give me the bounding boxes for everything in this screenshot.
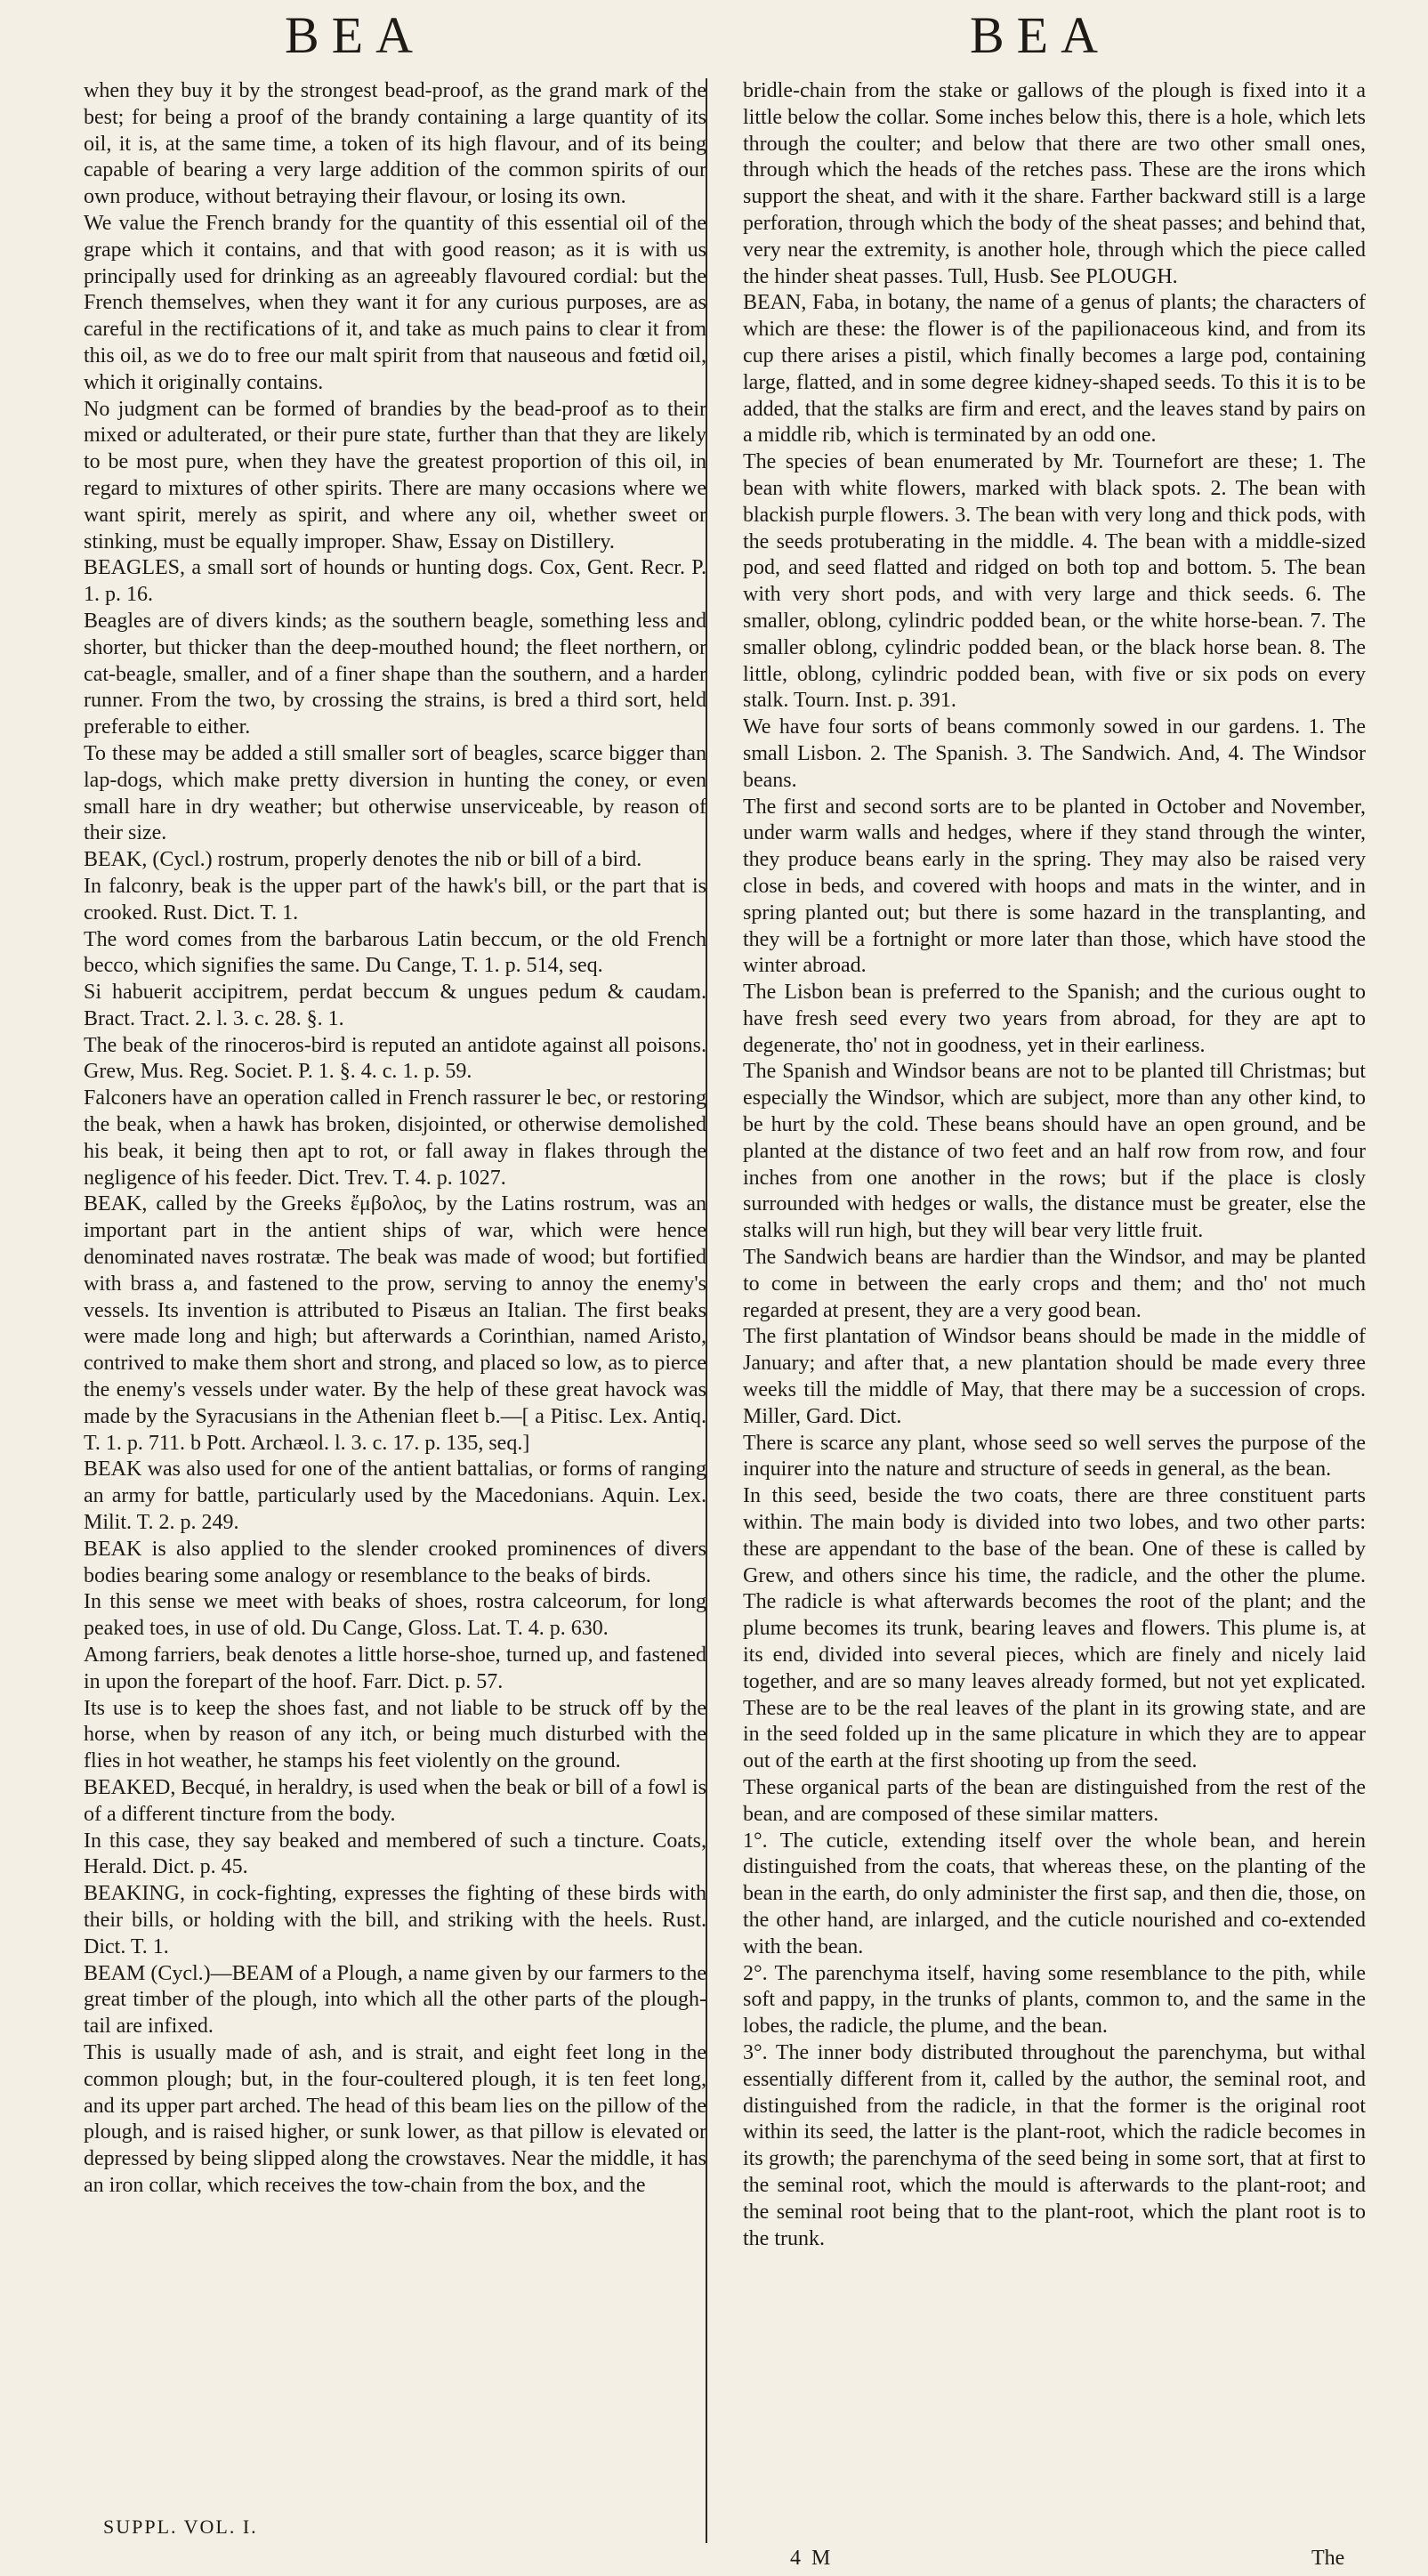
paragraph: Si habuerit accipitrem, perdat beccum & ungues pedum & caudam. Bract. Tract. 2. l. 3. c. 28. §. 1. [84, 981, 706, 1030]
paragraph: 3°. The inner body distributed throughout the parenchyma, but withal essentially different from it, called by the author, the seminal root, and distinguished from the radicle, in that the former is the original root within its seed, the latter is the plant-root, which the radicle becomes in its growth; the parenchyma of the seed being in some sort, that at first to the seminal root, which the mould is afterwards to the plant-root; and the seminal root being that to the plant-root, which the plant root is to the trunk. [743, 2040, 1366, 2250]
page-header [0, 5, 1428, 68]
paragraph: These organical parts of the bean are distinguished from the rest of the bean, and are composed of these similar matters. [743, 1776, 1366, 1826]
paragraph: In this case, they say beaked and membered of such a tincture. Coats, Herald. Dict. p. 45. [84, 1829, 706, 1879]
entry-beaking: BEAKING, in cock-fighting, expresses the fighting of these birds with their bills, or holding with the bill, and striking with the heels. Rust. Dict. T. 1. [84, 1882, 706, 1958]
right-column [743, 78, 1366, 2252]
paragraph: The beak of the rinoceros-bird is reputed an antidote against all poisons. Grew, Mus. Reg. Societ. P. 1. §. 4. c. 1. p. 59. [84, 1033, 706, 1084]
entry-bean: BEAN, Faba, in botany, the name of a genus of plants; the characters of which are these: the flower is of the papilionaceous kind, and from its cup there arises a pistil, which finally becomes a large pod, containing large, flatted, and in some degree kidney-shaped seeds. To this it is to be added, that the stalks are firm and erect, and the leaves stand by pairs on a middle rib, which is terminated by an odd one. [743, 291, 1366, 448]
paragraph: The Sandwich beans are hardier than the Windsor, and may be planted to come in between the early crops and them; and tho' not much regarded at present, they are a very good bean. [743, 1246, 1366, 1322]
paragraph: The word comes from the barbarous Latin beccum, or the old French becco, which signifies the same. Du Cange, T. 1. p. 514, seq. [84, 927, 706, 978]
volume-label: SUPPL. VOL. I. [103, 2515, 258, 2538]
paragraph: when they buy it by the strongest bead-proof, as the grand mark of the best; for being a proof of the brandy containing a large quantity of its oil, it is, at the same time, a token of its high flavour, and of its being capable of bearing a very large addition of the common spirits of our own produce, without betraying their flavour, or losing its own. [84, 79, 706, 209]
paragraph: In falconry, beak is the upper part of the hawk's bill, or the part that is crooked. Rust. Dict. T. 1. [84, 874, 706, 925]
paragraph: No judgment can be formed of brandies by the bead-proof as to their mixed or adulterated, or their pure state, further than that they are likely to be most pure, when they have the greatest proportion of this oil, in regard to mixtures of other spirits. There are many occasions where we want spirit, merely as spirit, and where any oil, whether sweet or stinking, must be equally improper. Shaw, Essay on Distillery. [84, 397, 706, 553]
entry-beagles: BEAGLES, a small sort of hounds or hunting dogs. Cox, Gent. Recr. P. 1. p. 16. [84, 556, 706, 607]
paragraph: In this seed, beside the two coats, there are three constituent parts within. The main body is divided into two lobes, and two other parts: these are appendant to the base of the bean. One of these is called by Grew, and others since his time, the radicle, and the other the plume. The radicle is what afterwards becomes the root of the plant; and the plume becomes its trunk, bearing leaves and flowers. This plume is, at its end, divided into several pieces, which are finely and nicely laid together, and are so many leaves already formed, but not yet explicated. These are to be the real leaves of the plant in its growing state, and are in the seed folded up in the same plicature in which they are to appear out of the earth at the first shooting up from the seed. [743, 1484, 1366, 1773]
entry-beak: BEAK, (Cycl.) rostrum, properly denotes the nib or bill of a bird. [84, 848, 642, 872]
paragraph: Among farriers, beak denotes a little horse-shoe, turned up, and fastened in upon the forepart of the hoof. Farr. Dict. p. 57. [84, 1643, 706, 1693]
entry-beak-battalia: BEAK was also used for one of the antient battalias, or forms of ranging an army for battle, particularly used by the Macedonians. Aquin. Lex. Milit. T. 2. p. 249. [84, 1458, 706, 1535]
paragraph: We have four sorts of beans commonly sowed in our gardens. 1. The small Lisbon. 2. The Spanish. 3. The Sandwich. And, 4. The Windsor beans. [743, 715, 1366, 792]
paragraph: Falconers have an operation called in French rassurer le bec, or restoring the beak, when a hawk has broken, disjointed, or otherwise demolished his beak, it being then apt to rot, or fall away in flakes through the negligence of his feeder. Dict. Trev. T. 4. p. 1027. [84, 1086, 706, 1190]
running-head-left: BEA [285, 6, 425, 64]
catchword: The [1311, 2547, 1345, 2570]
paragraph: The Lisbon bean is preferred to the Spanish; and the curious ought to have fresh seed every two years from abroad, for they are apt to degenerate, tho' not in goodness, yet in their earliness. [743, 981, 1366, 1057]
running-head-right: BEA [970, 6, 1110, 64]
paragraph: The species of bean enumerated by Mr. Tournefort are these; 1. The bean with white flowers, marked with black spots. 2. The bean with blackish purple flowers. 3. The bean with very long and thick pods, with the seeds protuberating in the middle. 4. The bean with a middle-sized pod, and seed flatted and ridged on both top and bottom. 5. The bean with very short pods, and with very large and thick seeds. 6. The smaller, oblong, cylindric podded bean, or the white horse-bean. 7. The smaller oblong, cylindric podded bean, or the black horse bean. 8. The little, oblong, cylindric podded bean, with five or six pods on every stalk. Tourn. Inst. p. 391. [743, 450, 1366, 713]
paragraph: There is scarce any plant, whose seed so well serves the purpose of the inquirer into the nature and structure of seeds in general, as the bean. [743, 1431, 1366, 1482]
paragraph: This is usually made of ash, and is strait, and eight feet long in the common plough; but, in the four-coultered plough, it is ten feet long, and its upper part arched. The head of this beam lies on the pillow of the plough, and is raised higher, or sunk lower, as that pillow is elevated or depressed by being slipped along the crowstaves. Near the middle, it has an iron collar, which receives the tow-chain from the box, and the [84, 2040, 706, 2197]
signature-mark: 4 M [790, 2547, 834, 2570]
paragraph: In this sense we meet with beaks of shoes, rostra calceorum, for long peaked toes, in use of old. Du Cange, Gloss. Lat. T. 4. p. 630. [84, 1590, 706, 1641]
entry-beam: BEAM (Cycl.)—BEAM of a Plough, a name given by our farmers to the great timber of the plough, into which all the other parts of the plough-tail are infixed. [84, 1961, 706, 2039]
paragraph: We value the French brandy for the quantity of this essential oil of the grape which it contains, and that with good reason; as it is with us principally used for drinking as an agreeably flavoured cordial: but the French themselves, when they want it for any curious purposes, are as careful in the rectifications of it, and take as much pains to clear it from this oil, as we do to free our malt spirit from that nauseous and fœtid oil, which it originally contains. [84, 211, 706, 394]
paragraph: 2°. The parenchyma itself, having some resemblance to the pith, while soft and pappy, in the trunks of plants, common to, and the same in the lobes, the radicle, the plume, and the bean. [743, 1961, 1366, 2039]
paragraph: 1°. The cuticle, extending itself over the whole bean, and herein distinguished from the coats, that whereas these, on the planting of the bean in the earth, do only administer the first sap, and then die, those, on the other hand, are inlarged, and the cuticle nourished and co-extended with the bean. [743, 1829, 1366, 1958]
paragraph: The first and second sorts are to be planted in October and November, under warm walls and hedges, where if they stand through the winter, they produce beans early in the spring. They may also be raised very close in beds, and covered with hoops and mats in the winter, and in spring planted out; but there is some hazard in the transplanting, and they will be a fortnight or more later than those, which have stood the winter abroad. [743, 795, 1366, 978]
paragraph: Its use is to keep the shoes fast, and not liable to be struck off by the horse, when by reason of any itch, or being much disturbed with the flies in hot weather, he stamps his feet violently on the ground. [84, 1696, 706, 1773]
left-column [84, 78, 706, 2200]
entry-beak-ship: BEAK, called by the Greeks ἔμβολος, by the Latins rostrum, was an important part in the antient ships of war, which were hence denominated naves rostratæ. The beak was made of wood; but fortified with brass a, and fastened to the prow, serving to annoy the enemy's vessels. Its invention is attributed to Pisæus an Italian. The first beaks were made long and high; but afterwards a Corinthian, named Aristo, contrived to make them short and strong, and placed so low, as to pierce the enemy's vessels under water. By the help of these great havock was made by the Syracusians in the Athenian fleet b.—[ a Pitisc. Lex. Antiq. T. 1. p. 711. b Pott. Archæol. l. 3. c. 17. p. 135, seq.] [84, 1192, 706, 1455]
entry-beaked: BEAKED, Becqué, in heraldry, is used when the beak or bill of a fowl is of a different tincture from the body. [84, 1776, 706, 1826]
paragraph: To these may be added a still smaller sort of beagles, scarce bigger than lap-dogs, which make pretty diversion in hunting the coney, or even small hare in dry weather; but otherwise unserviceable, by reason of their size. [84, 741, 706, 845]
paragraph: Beagles are of divers kinds; as the southern beagle, something less and shorter, but thicker than the deep-mouthed hound; the fleet northern, or cat-beagle, smaller, and of a finer shape than the southern, and a harder runner. From the two, by crossing the strains, is bred a third sort, held preferable to either. [84, 609, 706, 739]
paragraph: The Spanish and Windsor beans are not to be planted till Christmas; but especially the Windsor, which are subject, more than any other kind, to be hurt by the cold. These beans should have an open ground, and be planted at the distance of two feet and an half row from row, and four inches from one another in the rows; but if the place is closly surrounded with hedges or walls, the distance must be greater, else the stalks will run high, but they will bear very little fruit. [743, 1060, 1366, 1243]
entry-beak-prominence: BEAK is also applied to the slender crooked prominences of divers bodies bearing some analogy or resemblance to the beaks of birds. [84, 1537, 706, 1587]
paragraph: The first plantation of Windsor beans should be made in the middle of January; and after that, a new plantation should be made every three weeks till the middle of May, that there may be a succession of crops. Miller, Gard. Dict. [743, 1325, 1366, 1428]
paragraph: bridle-chain from the stake or gallows of the plough is fixed into it a little below the collar. Some inches below this, there is a hole, which lets through the coulter; and below that there are two other small ones, through which the heads of the retches pass. These are the irons which support the sheat, and with it the share. Farther backward still is a large perforation, through which the body of the sheat passes; and behind that, very near the extremity, is another hole, through which the piece called the hinder sheat passes. Tull, Husb. See PLOUGH. [743, 79, 1366, 288]
